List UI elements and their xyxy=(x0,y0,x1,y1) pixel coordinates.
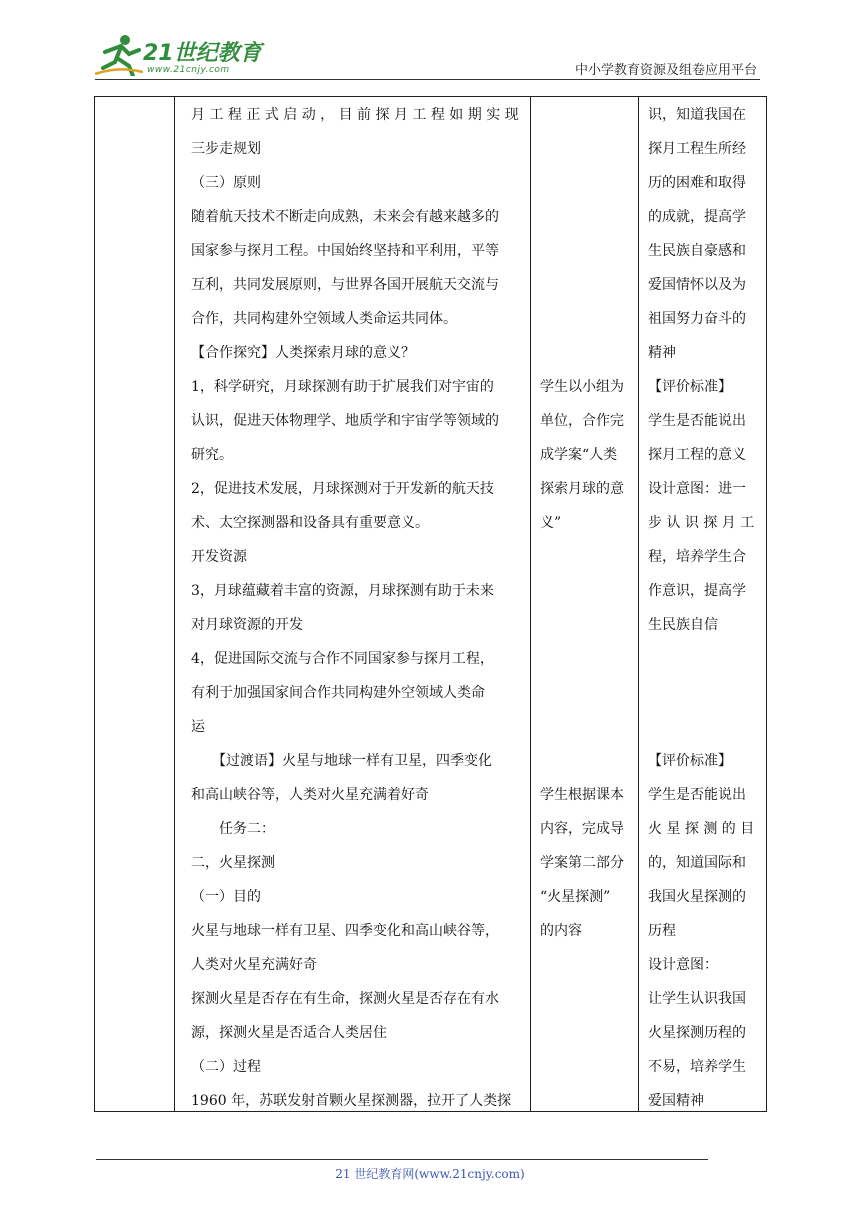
table-line: 历的困难和取得 xyxy=(648,175,746,191)
runner-logo-icon xyxy=(95,32,143,76)
table-line: 对月球资源的开发 xyxy=(191,617,303,633)
table-line: 的内容 xyxy=(540,923,582,939)
lesson-table xyxy=(94,96,767,1112)
table-line: 步 认 识 探 月 工 xyxy=(648,515,755,531)
header-divider xyxy=(95,79,760,80)
table-line xyxy=(540,166,636,200)
table-line: 爱国精神 xyxy=(648,1093,704,1109)
table-line: 1，科学研究，月球探测有助于扩展我们对宇宙的 xyxy=(191,379,494,395)
table-line: 国家参与探月工程。中国始终坚持和平利用，平等 xyxy=(191,243,499,259)
table-line: 火星探测历程的 xyxy=(648,1025,746,1041)
table-line xyxy=(540,200,636,234)
table-line: 2，促进技术发展，月球探测对于开发新的航天技 xyxy=(191,481,494,497)
table-line: 和高山峡谷等，人类对火星充满着好奇 xyxy=(191,787,429,803)
footer-text[interactable]: 21 世纪教育网(www.21cnjy.com) xyxy=(335,1167,525,1181)
table-line: 探月工程的意义 xyxy=(648,447,746,463)
table-line: 合作，共同构建外空领域人类命运共同体。 xyxy=(191,311,457,327)
table-line: 程，培养学生合 xyxy=(648,549,746,565)
table-line xyxy=(540,98,636,132)
table-line xyxy=(540,642,636,676)
table-line xyxy=(540,268,636,302)
table-line: 设计意图： xyxy=(648,957,718,973)
table-line xyxy=(540,336,636,370)
table-line: 1960 年，苏联发射首颗火星探测器，拉开了人类探 xyxy=(191,1093,512,1109)
table-line: （一）目的 xyxy=(191,889,261,905)
table-line: 学生是否能说出 xyxy=(648,787,746,803)
site-logo[interactable] xyxy=(95,32,265,78)
table-line: 设计意图：进一 xyxy=(648,481,746,497)
table-line: 让学生认识我国 xyxy=(648,991,746,1007)
table-line: 【评价标准】 xyxy=(648,753,732,769)
column-divider xyxy=(530,97,531,1111)
table-line: 成学案“人类 xyxy=(540,447,618,463)
table-line xyxy=(648,642,764,676)
table-line: 祖国努力奋斗的 xyxy=(648,311,746,327)
table-line xyxy=(540,302,636,336)
table-line: 作意识，提高学 xyxy=(648,583,746,599)
table-line xyxy=(540,676,636,710)
table-line xyxy=(540,744,636,778)
table-line: 学生以小组为 xyxy=(540,379,624,395)
table-line: 识，知道我国在 xyxy=(648,107,746,123)
table-line: 术、太空探测器和设备具有重要意义。 xyxy=(191,515,429,531)
table-line: 【合作探究】人类探索月球的意义？ xyxy=(191,345,415,361)
table-line xyxy=(648,710,764,744)
table-line: 有利于加强国家间合作共同构建外空领域人类命 xyxy=(191,685,485,701)
table-line: 学案第二部分 xyxy=(540,855,624,871)
table-line: 3，月球蕴藏着丰富的资源，月球探测有助于未来 xyxy=(191,583,494,599)
table-line xyxy=(540,608,636,642)
column-divider xyxy=(174,97,175,1111)
table-line: 源，探测火星是否适合人类居住 xyxy=(191,1025,387,1041)
table-line: 不易，培养学生 xyxy=(648,1059,746,1075)
table-line: 探月工程生所经 xyxy=(648,141,746,157)
column-divider xyxy=(638,97,639,1111)
table-line xyxy=(540,132,636,166)
table-line xyxy=(540,234,636,268)
table-line: 运 xyxy=(191,719,205,735)
table-line: 生民族自豪感和 xyxy=(648,243,746,259)
logo-text: 21世纪教育 xyxy=(143,41,262,66)
table-line: 开发资源 xyxy=(191,549,247,565)
table-line: 人类对火星充满好奇 xyxy=(191,957,317,973)
table-line: 火 星 探 测 的 目 xyxy=(648,821,755,837)
table-line: 二，火星探测 xyxy=(191,855,275,871)
table-line xyxy=(540,710,636,744)
table-line: 研究。 xyxy=(191,447,233,463)
page-header xyxy=(0,0,860,80)
table-line xyxy=(540,540,636,574)
footer-divider xyxy=(96,1159,708,1160)
table-line: （三）原则 xyxy=(191,175,261,191)
logo-url: www.21cnjy.com xyxy=(147,65,230,75)
table-line xyxy=(540,574,636,608)
table-line: （二）过程 xyxy=(191,1059,261,1075)
table-line: 探索月球的意 xyxy=(540,481,624,497)
table-line: 探测火星是否存在有生命，探测火星是否存在有水 xyxy=(191,991,499,1007)
table-line: 的成就，提高学 xyxy=(648,209,746,225)
table-line: 精神 xyxy=(648,345,676,361)
table-line: 学生是否能说出 xyxy=(648,413,746,429)
table-line xyxy=(648,676,764,710)
table-line: 历程 xyxy=(648,923,676,939)
table-line: 月 工 程 正 式 启 动 ， 目 前 探 月 工 程 如 期 实 现 xyxy=(191,107,519,123)
table-line: 互利，共同发展原则，与世界各国开展航天交流与 xyxy=(191,277,499,293)
table-line: 我国火星探测的 xyxy=(648,889,746,905)
table-line: 随着航天技术不断走向成熟，未来会有越来越多的 xyxy=(191,209,499,225)
table-line: 认识，促进天体物理学、地质学和宇宙学等领域的 xyxy=(191,413,499,429)
table-line: 学生根据课本 xyxy=(540,787,624,803)
table-line: 单位，合作完 xyxy=(540,413,624,429)
table-line: 生民族自信 xyxy=(648,617,718,633)
student-activity-column xyxy=(540,98,636,948)
table-line: 内容，完成导 xyxy=(540,821,624,837)
table-line: 火星与地球一样有卫星、四季变化和高山峡谷等， xyxy=(191,923,499,939)
table-line: 【评价标准】 xyxy=(648,379,732,395)
table-line: “火星探测” xyxy=(540,889,611,905)
platform-title: 中小学教育资源及组卷应用平台 xyxy=(574,63,757,78)
table-line: 【过渡语】火星与地球一样有卫星，四季变化 xyxy=(191,753,492,769)
table-line: 任务二： xyxy=(191,821,275,837)
table-line: 的，知道国际和 xyxy=(648,855,746,871)
table-line: 义” xyxy=(540,515,562,531)
table-line: 4，促进国际交流与合作不同国家参与探月工程， xyxy=(191,651,494,667)
design-intent-column xyxy=(648,98,764,1118)
table-line: 爱国情怀以及为 xyxy=(648,277,746,293)
teaching-content-column xyxy=(191,98,529,1118)
table-line: 三步走规划 xyxy=(191,141,261,157)
